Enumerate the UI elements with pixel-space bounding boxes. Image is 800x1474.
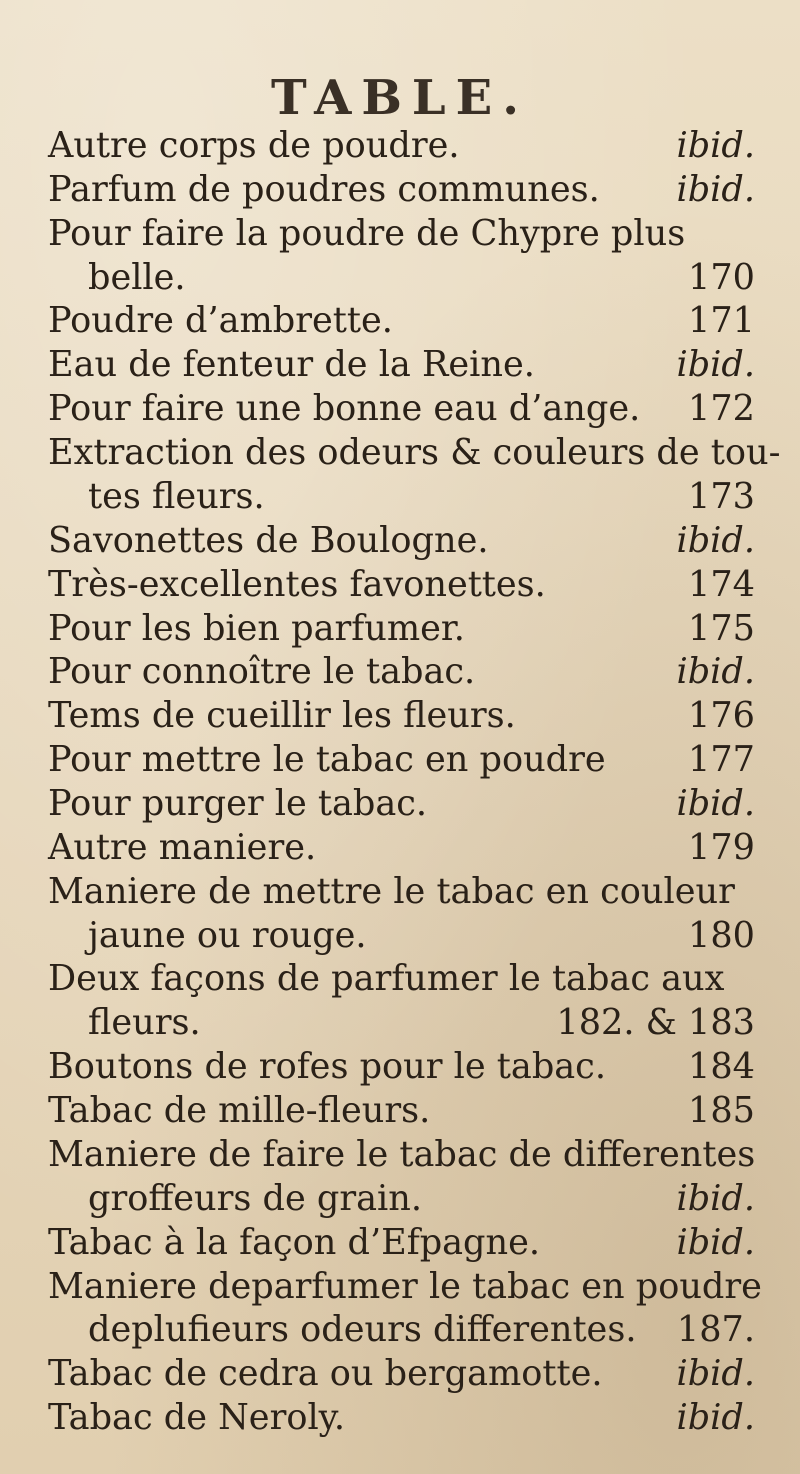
toc-entry	[0, 212, 800, 256]
entry-title: Deux façons de parfumer le tabac aux	[48, 958, 725, 1000]
toc-entry	[0, 1177, 800, 1221]
toc-entry	[0, 475, 800, 519]
entry-title: Parfum de poudres communes.	[48, 168, 600, 210]
entry-page: ibid.	[676, 1353, 755, 1395]
toc-entry	[0, 431, 800, 475]
entry-title: Pour faire une bonne eau d’ange.	[48, 388, 641, 430]
entry-title: deplufieurs odeurs differentes.	[88, 1309, 637, 1351]
entry-title: Autre maniere.	[48, 826, 317, 868]
entry-title: Maniere de faire le tabac de differentes	[48, 1133, 756, 1175]
entry-title: Pour faire la poudre de Chypre plus	[48, 212, 686, 254]
toc-entry	[0, 914, 800, 958]
entry-title: Pour mettre le tabac en poudre	[48, 739, 606, 781]
entry-page: 187.	[676, 1309, 755, 1351]
toc-entry	[0, 387, 800, 431]
toc-entry	[0, 1221, 800, 1265]
entry-page: ibid.	[676, 651, 755, 693]
toc-entry	[0, 1308, 800, 1352]
entry-page: 175	[688, 607, 755, 649]
toc-entry	[0, 1352, 800, 1396]
toc-entry	[0, 650, 800, 694]
entry-title: Poudre d’ambrette.	[48, 300, 393, 342]
entry-page: 170	[688, 256, 755, 298]
entry-title: Maniere de mettre le tabac en couleur	[48, 870, 735, 912]
entry-page: 171	[688, 300, 755, 342]
toc-entry	[0, 299, 800, 343]
entry-title: Boutons de rofes pour le tabac.	[48, 1046, 606, 1088]
entry-page: ibid.	[676, 344, 755, 386]
toc-entry	[0, 563, 800, 607]
entry-page: ibid.	[676, 1177, 755, 1219]
entry-title: groffeurs de grain.	[88, 1177, 422, 1219]
toc-entry	[0, 870, 800, 914]
page-heading: TABLE.	[271, 70, 529, 126]
entry-title: Pour purger le tabac.	[48, 783, 428, 824]
entry-title: Autre corps de poudre.	[48, 125, 460, 166]
entry-title: belle.	[88, 256, 186, 298]
entry-title: Pour connoître le tabac.	[48, 651, 476, 693]
toc-entry	[0, 826, 800, 870]
entry-title: Tabac à la façon d’Efpagne.	[48, 1221, 541, 1263]
entry-title: Tabac de mille-fleurs.	[48, 1090, 431, 1132]
entry-page: 182. & 183	[556, 1002, 755, 1044]
toc-entry	[0, 957, 800, 1001]
entry-page: 185	[688, 1090, 755, 1132]
entry-page: ibid.	[676, 783, 755, 824]
entry-page: 173	[688, 475, 755, 517]
toc-entry	[0, 738, 800, 782]
toc-entry	[0, 124, 800, 168]
entry-title: Eau de fenteur de la Reine.	[48, 344, 535, 386]
toc-entry	[0, 1133, 800, 1177]
toc-entry	[0, 519, 800, 563]
toc-entry	[0, 343, 800, 387]
entry-title: Pour les bien parfumer.	[48, 607, 465, 649]
toc-entry	[0, 782, 800, 826]
toc-entry	[0, 1396, 800, 1440]
entry-page: 172	[688, 388, 755, 430]
entry-title: Extraction des odeurs & couleurs de tou-	[48, 432, 781, 474]
entry-title: Savonettes de Boulogne.	[48, 519, 489, 561]
entry-page: ibid.	[676, 519, 755, 561]
entry-page: 176	[688, 695, 755, 737]
toc-entry	[0, 1265, 800, 1309]
toc-entry	[0, 256, 800, 300]
entry-page: ibid.	[676, 1397, 755, 1439]
entry-title: tes fleurs.	[88, 475, 265, 517]
entry-page: ibid.	[676, 125, 755, 166]
entry-page: 180	[688, 914, 755, 956]
toc-entry	[0, 1089, 800, 1133]
entry-title: Tabac de Neroly.	[48, 1397, 345, 1439]
entry-page: 179	[688, 826, 755, 868]
entry-title: Tabac de cedra ou bergamotte.	[48, 1353, 603, 1395]
entry-title: jaune ou rouge.	[88, 914, 367, 956]
entry-page: 177	[688, 739, 755, 781]
entry-page: 174	[688, 563, 755, 605]
entry-page: 184	[688, 1046, 755, 1088]
entry-page: ibid.	[676, 168, 755, 210]
entry-title: fleurs.	[88, 1002, 201, 1044]
entry-page: ibid.	[676, 1221, 755, 1263]
entry-title: Très-excellentes favonettes.	[48, 563, 546, 605]
toc-entry	[0, 1045, 800, 1089]
toc-entry	[0, 168, 800, 212]
toc-entry	[0, 694, 800, 738]
entry-title: Tems de cueillir les fleurs.	[48, 695, 516, 737]
toc-entry	[0, 1001, 800, 1045]
entry-title: Maniere deparfumer le tabac en poudre	[48, 1265, 762, 1307]
toc-entry	[0, 607, 800, 651]
